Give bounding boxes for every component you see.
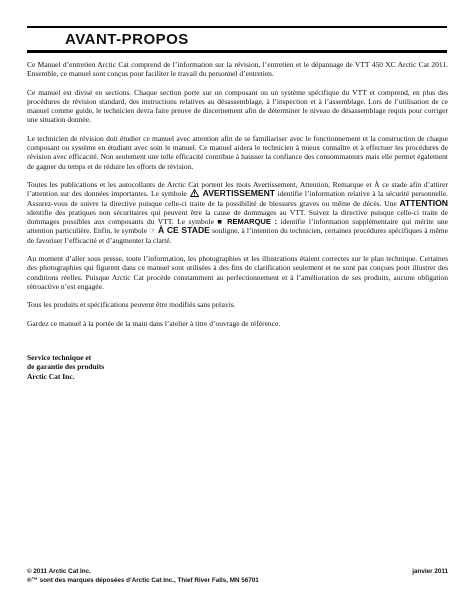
- paragraph-specs: Tous les produits et spécifications peuvent être modifiés sans préavis.: [27, 300, 236, 310]
- signature-line-2: de garantie des produits: [27, 362, 105, 372]
- symbols-text-2: identifie l’information relative à la sécurité personnelle. Assurez-vous de suivre la directive puisque celle-ci traite de la possibilité de blessures graves ou même de décès. Une: [27, 189, 449, 208]
- pointing-hand-icon: ☞: [149, 226, 156, 236]
- title-bar: [27, 26, 447, 53]
- footer-copyright: © 2011 Arctic Cat Inc.: [27, 568, 91, 575]
- footer: [27, 568, 448, 585]
- page-title: AVANT-PROPOS: [65, 31, 189, 48]
- symbols-text-1: Toutes les publications et les autocollants de Arctic Cat portent les mots Avertissement, Attention, Remarque et À ce stade afin d’attirer l’attention sur des données importantes. Le symbole: [27, 179, 448, 199]
- paragraph-press-note: Au moment d’aller sous presse, toute l’information, les photographies et les illustrations étaient correctes sur le plan technique. Certaines des photographies qui figurent dans ce manuel sont utilisées à des fins de clarification seulement et ne sont pas conçues pour illustrer des conditions réelles. Puisque Arctic Cat procède constamment au perfectionnement et à l’amélioration de ses produits, aucune obligation rétroactive n’est engagée.: [27, 254, 448, 291]
- warning-triangle-icon: [190, 189, 199, 197]
- keyword-a-ce-stade: À CE STADE: [158, 225, 210, 236]
- footer-row: [27, 568, 448, 577]
- keyword-avertissement: AVERTISSEMENT: [202, 188, 276, 199]
- paragraph-technician: Le technicien de révision doit étudier ce manuel avec attention afin de se familiariser avec le fonctionnement et la construction de chaque composant ou système en étudiant avec soin le manuel. Ce manuel aidera le technicien à mieux connaître et à effectuer les procédures de révision avec efficacité. Non seulement une telle efficacité contribue à hausser la confiance des consommateurs mais elle permet également de gagner du temps et de réduire les efforts de révision.: [27, 133, 448, 171]
- symbols-text-3: identifie des pratiques non sécuritaires qui peuvent être la cause de dommages au VTT. Suivez la directive puisque celle-ci traite de dommages possibles aux composants du VTT. Le symbole: [27, 207, 448, 227]
- paragraph-sections: Ce manuel est divisé en sections. Chaque section porte sur un composant ou un système spécifique du VTT et comprend, en plus des procédures de révision standard, des instructions relatives au désassemblage, à l’inspection et à l’assemblage. Lors de l’utilisation de ce manuel comme guide, le technicien devra faire preuve de discernement afin de déterminer le niveau de désassemblage requis pour corriger une situation donnée.: [27, 87, 448, 125]
- paragraph-symbols: [27, 180, 448, 245]
- signature-line-1: Service technique et: [27, 353, 92, 362]
- keyword-remarque: ■ REMARQUE :: [217, 217, 277, 227]
- footer-date: janvier 2011: [412, 568, 448, 575]
- footer-trademark: ®™ sont des marques déposées d’Arctic Cat Inc., Thief River Falls, MN 56701: [27, 576, 259, 584]
- signature-block: [27, 353, 227, 381]
- signature-line-3: Arctic Cat Inc.: [27, 371, 75, 381]
- symbols-text-4: identifie l’information supplémentaire qui mérite une attention particulière. Enfin, le symbole: [27, 217, 449, 236]
- symbols-text-5: souligne, à l’intention du technicien, certaines procédures spécifiques à même de favoriser l’efficacité et d’augmenter la clarté.: [27, 226, 448, 245]
- keyword-attention: ATTENTION: [399, 197, 449, 208]
- body-text: [27, 60, 448, 337]
- paragraph-intro: Ce Manuel d’entretien Arctic Cat comprend de l’information sur la révision, l’entretien et le dépannage de VTT 450 XC Arctic Cat 2011. Ensemble, ce manuel sont conçus pour faciliter le travail du personnel d’entretien.: [27, 60, 448, 79]
- paragraph-keep-manual: Gardez ce manuel à la portée de la main dans l’atelier à titre d’ouvrage de référence.: [27, 318, 281, 328]
- title-rule-bottom: [27, 50, 447, 53]
